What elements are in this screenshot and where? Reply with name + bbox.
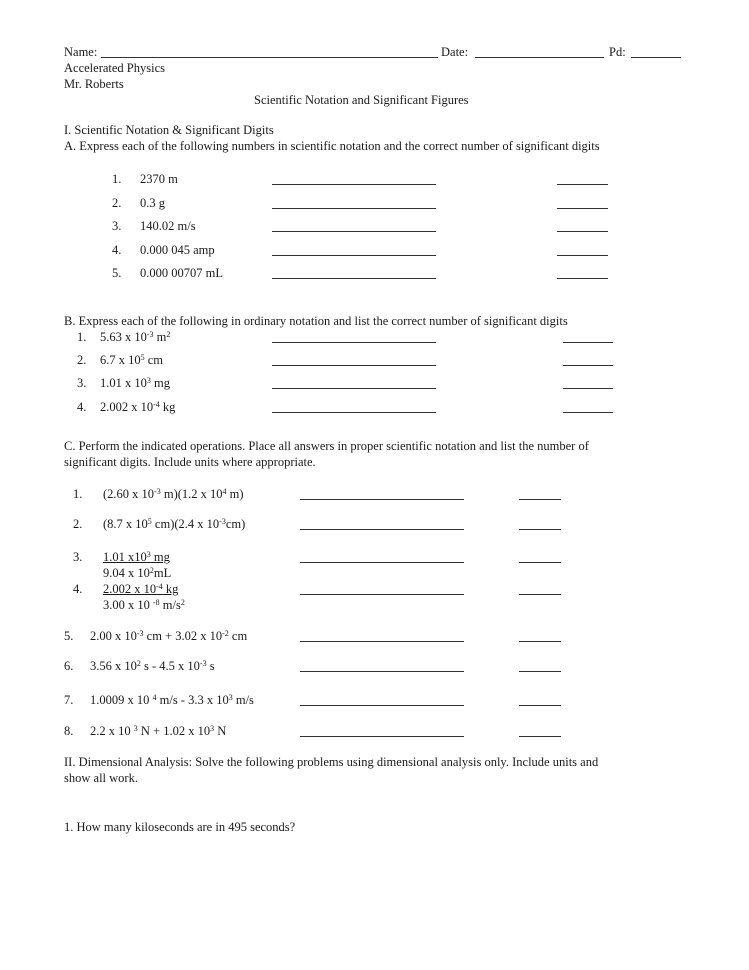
- sig-figs-blank[interactable]: [519, 499, 561, 500]
- answer-blank[interactable]: [300, 671, 464, 672]
- exponent: 2: [180, 598, 185, 607]
- expression-text: cm + 3.02 x 10: [143, 629, 223, 643]
- item-number: 2.: [112, 196, 122, 210]
- item-number: 3.: [77, 376, 87, 390]
- sig-figs-blank[interactable]: [557, 278, 608, 279]
- item-number: 4.: [77, 400, 87, 414]
- part-b-instruction: B. Express each of the following in ordinary notation and list the correct number of significant digits: [64, 314, 568, 328]
- item-expression: [140, 196, 165, 210]
- expression-text: 2.00 x 10: [90, 629, 137, 643]
- exponent: 3: [146, 550, 151, 559]
- item-expression: [100, 353, 163, 367]
- period-label: Pd:: [609, 45, 626, 59]
- item-number: 3.: [112, 219, 122, 233]
- exponent: 3: [210, 724, 215, 733]
- answer-blank[interactable]: [300, 736, 464, 737]
- expression-text: 1.01 x 10: [100, 376, 147, 390]
- exponent: -2: [222, 629, 229, 638]
- answer-blank[interactable]: [300, 705, 464, 706]
- exponent: 3: [228, 693, 233, 702]
- expression-text: mL: [153, 566, 172, 580]
- exponent: 4: [222, 487, 227, 496]
- item-number: 8.: [64, 724, 74, 738]
- exponent: -3: [219, 517, 226, 526]
- teacher-name: Mr. Roberts: [64, 77, 124, 91]
- sig-figs-blank[interactable]: [519, 594, 561, 595]
- expression-text: 0.000 00707 mL: [140, 266, 223, 280]
- item-expression: [103, 487, 244, 501]
- expression-text: 1.0009 x 10: [90, 693, 153, 707]
- sig-figs-blank[interactable]: [557, 231, 608, 232]
- expression-text: kg: [159, 400, 176, 414]
- expression-text: 3.56 x 10: [90, 659, 137, 673]
- answer-blank[interactable]: [272, 342, 436, 343]
- name-label: Name:: [64, 45, 98, 59]
- part-c-instruction-2: significant digits. Include units where appropriate.: [64, 455, 316, 469]
- answer-blank[interactable]: [300, 499, 464, 500]
- answer-blank[interactable]: [272, 255, 436, 256]
- expression-text: m: [153, 330, 167, 344]
- answer-blank[interactable]: [272, 208, 436, 209]
- expression-text: cm: [228, 629, 248, 643]
- expression-text: 9.04 x 10: [103, 566, 150, 580]
- expression-text: mg: [150, 550, 170, 564]
- sig-figs-blank[interactable]: [519, 705, 561, 706]
- expression-text: s: [206, 659, 215, 673]
- expression-text: (2.60 x 10: [103, 487, 155, 501]
- exponent: 3: [133, 724, 138, 733]
- exponent: 2: [136, 659, 141, 668]
- item-number: 1.: [77, 330, 87, 344]
- expression-text: m)(1.2 x 10: [160, 487, 223, 501]
- exponent: 5: [147, 517, 152, 526]
- item-expression: [90, 629, 247, 643]
- date-label: Date:: [441, 45, 469, 59]
- expression-text: 2.002 x 10: [103, 582, 157, 596]
- expression-text: s - 4.5 x 10: [140, 659, 200, 673]
- item-expression: [90, 724, 226, 738]
- expression-text: m): [226, 487, 244, 501]
- exponent: 2: [166, 330, 171, 339]
- section-2-heading-2: show all work.: [64, 771, 138, 785]
- part-a-instruction: A. Express each of the following numbers in scientific notation and the correct number of significant digits: [64, 139, 600, 153]
- item-number: 5.: [64, 629, 74, 643]
- answer-blank[interactable]: [272, 412, 436, 413]
- answer-blank[interactable]: [300, 529, 464, 530]
- answer-blank[interactable]: [272, 278, 436, 279]
- item-expression: [100, 376, 170, 390]
- expression-text: (8.7 x 10: [103, 517, 148, 531]
- item-number: 4.: [73, 582, 83, 596]
- expression-text: mg: [150, 376, 170, 390]
- answer-blank[interactable]: [272, 365, 436, 366]
- part-c-instruction: C. Perform the indicated operations. Place all answers in proper scientific notation and list the number of: [64, 439, 589, 453]
- answer-blank[interactable]: [272, 388, 436, 389]
- date-field[interactable]: [475, 57, 604, 58]
- item-number: 2.: [73, 517, 83, 531]
- item-number: 1.: [73, 487, 83, 501]
- name-field[interactable]: [101, 57, 438, 58]
- item-denominator: [103, 598, 185, 612]
- expression-text: 5.63 x 10: [100, 330, 147, 344]
- item-expression: [100, 400, 175, 414]
- item-number: 5.: [112, 266, 122, 280]
- expression-text: cm): [225, 517, 246, 531]
- course-name: Accelerated Physics: [64, 61, 166, 75]
- expression-text: cm)(2.4 x 10: [151, 517, 220, 531]
- sig-figs-blank[interactable]: [519, 529, 561, 530]
- expression-text: 2370 m: [140, 172, 178, 186]
- answer-blank[interactable]: [272, 184, 436, 185]
- item-expression: [103, 582, 178, 596]
- item-number: 2.: [77, 353, 87, 367]
- sig-figs-blank[interactable]: [563, 388, 613, 389]
- item-expression: [90, 659, 215, 673]
- item-number: 7.: [64, 693, 74, 707]
- sig-figs-blank[interactable]: [519, 562, 561, 563]
- sig-figs-blank[interactable]: [519, 641, 561, 642]
- answer-blank[interactable]: [272, 231, 436, 232]
- sig-figs-blank[interactable]: [557, 255, 608, 256]
- expression-text: cm: [144, 353, 164, 367]
- exponent: -3: [136, 629, 144, 638]
- expression-text: 0.3 g: [140, 196, 165, 210]
- item-expression: [140, 219, 196, 233]
- answer-blank[interactable]: [300, 641, 464, 642]
- sig-figs-blank[interactable]: [563, 365, 613, 366]
- item-number: 6.: [64, 659, 74, 673]
- expression-text: 6.7 x 10: [100, 353, 141, 367]
- exponent: -3: [146, 330, 154, 339]
- item-number: 3.: [73, 550, 83, 564]
- expression-text: 0.000 045 amp: [140, 243, 215, 257]
- item-expression: [103, 517, 245, 531]
- item-denominator: [103, 566, 171, 580]
- worksheet-title: Scientific Notation and Significant Figures: [254, 93, 469, 107]
- exponent: -3: [154, 487, 161, 496]
- section-2-heading: II. Dimensional Analysis: Solve the following problems using dimensional analysis only. Include units and: [64, 755, 599, 769]
- item-expression: [140, 172, 178, 186]
- exponent: 3: [146, 376, 151, 385]
- item-expression: [100, 330, 170, 344]
- expression-text: 2.002 x 10: [100, 400, 154, 414]
- item-expression: [140, 266, 223, 280]
- item-number: 1.: [112, 172, 122, 186]
- sig-figs-blank[interactable]: [557, 208, 608, 209]
- sig-figs-blank[interactable]: [563, 342, 613, 343]
- sig-figs-blank[interactable]: [563, 412, 613, 413]
- question-1: 1. How many kiloseconds are in 495 seconds?: [64, 820, 296, 834]
- exponent: -4: [153, 400, 160, 409]
- item-number: 4.: [112, 243, 122, 257]
- expression-text: 2.2 x 10: [90, 724, 134, 738]
- expression-text: m/s - 3.3 x 10: [156, 693, 229, 707]
- expression-text: N: [214, 724, 227, 738]
- expression-text: 1.01 x10: [103, 550, 147, 564]
- sig-figs-blank[interactable]: [519, 671, 561, 672]
- exponent: -4: [156, 582, 163, 591]
- item-expression: [103, 550, 170, 564]
- expression-text: 140.02 m/s: [140, 219, 196, 233]
- item-expression: [90, 693, 254, 707]
- sig-figs-blank[interactable]: [557, 184, 608, 185]
- answer-blank[interactable]: [300, 562, 464, 563]
- sig-figs-blank[interactable]: [519, 736, 561, 737]
- expression-text: 3.00 x 10: [103, 598, 153, 612]
- exponent: 2: [149, 566, 154, 575]
- exponent: 5: [140, 353, 145, 362]
- item-expression: [140, 243, 215, 257]
- exponent: -3: [199, 659, 207, 668]
- expression-text: N + 1.02 x 10: [137, 724, 211, 738]
- section-1-heading: I. Scientific Notation & Significant Digits: [64, 123, 274, 137]
- expression-text: m/s: [159, 598, 181, 612]
- expression-text: m/s: [232, 693, 254, 707]
- expression-text: kg: [162, 582, 179, 596]
- period-field[interactable]: [631, 57, 681, 58]
- answer-blank[interactable]: [300, 594, 464, 595]
- exponent: -8: [153, 598, 160, 607]
- exponent: 4: [152, 693, 157, 702]
